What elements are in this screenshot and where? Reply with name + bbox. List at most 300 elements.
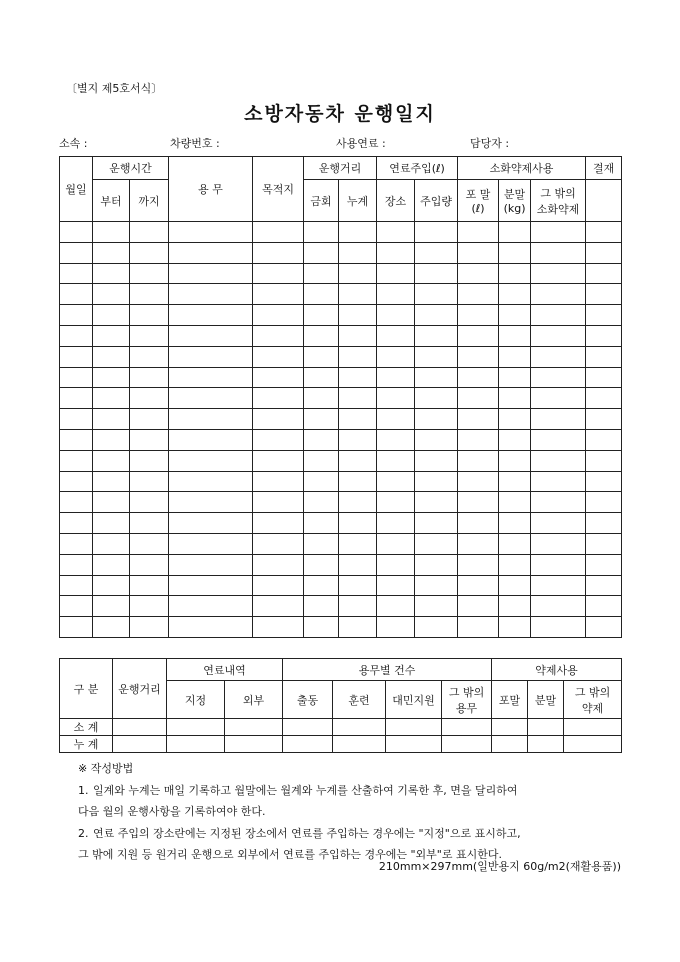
log-cell[interactable] xyxy=(130,409,169,430)
log-cell[interactable] xyxy=(130,513,169,534)
log-cell[interactable] xyxy=(93,325,130,346)
log-cell[interactable] xyxy=(60,242,93,263)
log-cell[interactable] xyxy=(339,617,377,638)
log-cell[interactable] xyxy=(531,263,586,284)
page-title: 소방자동차 운행일지 xyxy=(244,103,436,125)
log-cell[interactable] xyxy=(304,222,339,243)
summary-cell xyxy=(528,719,564,736)
log-cell[interactable] xyxy=(499,305,531,326)
log-cell[interactable] xyxy=(169,554,253,575)
log-cell[interactable] xyxy=(304,305,339,326)
log-cell[interactable] xyxy=(499,429,531,450)
log-cell[interactable] xyxy=(458,513,499,534)
log-cell[interactable] xyxy=(169,325,253,346)
summary-header-distance: 운행거리 xyxy=(113,659,167,719)
header-to: 까지 xyxy=(130,180,169,222)
log-cell[interactable] xyxy=(169,450,253,471)
log-cell[interactable] xyxy=(93,617,130,638)
log-cell[interactable] xyxy=(253,222,304,243)
log-cell[interactable] xyxy=(169,305,253,326)
log-cell[interactable] xyxy=(458,367,499,388)
log-cell[interactable] xyxy=(586,596,622,617)
log-cell[interactable] xyxy=(531,575,586,596)
header-purpose: 용 무 xyxy=(169,157,253,222)
log-cell[interactable] xyxy=(415,325,458,346)
log-cell[interactable] xyxy=(60,492,93,513)
log-cell[interactable] xyxy=(339,513,377,534)
log-cell[interactable] xyxy=(458,471,499,492)
log-cell[interactable] xyxy=(130,492,169,513)
log-cell[interactable] xyxy=(253,533,304,554)
log-cell[interactable] xyxy=(377,533,415,554)
log-row xyxy=(60,346,622,367)
log-cell[interactable] xyxy=(130,263,169,284)
log-cell[interactable] xyxy=(377,492,415,513)
log-cell[interactable] xyxy=(253,284,304,305)
log-cell[interactable] xyxy=(169,367,253,388)
fuel-type-label: 사용연료 : xyxy=(336,137,386,150)
log-cell[interactable] xyxy=(531,388,586,409)
log-cell[interactable] xyxy=(60,367,93,388)
log-cell[interactable] xyxy=(169,242,253,263)
log-cell[interactable] xyxy=(93,284,130,305)
log-cell[interactable] xyxy=(93,367,130,388)
log-cell[interactable] xyxy=(253,617,304,638)
log-cell[interactable] xyxy=(339,242,377,263)
log-cell[interactable] xyxy=(531,429,586,450)
log-cell[interactable] xyxy=(586,284,622,305)
log-cell[interactable] xyxy=(531,533,586,554)
log-cell[interactable] xyxy=(304,596,339,617)
log-cell[interactable] xyxy=(531,409,586,430)
log-cell[interactable] xyxy=(93,492,130,513)
log-cell[interactable] xyxy=(586,575,622,596)
log-cell[interactable] xyxy=(169,263,253,284)
log-cell[interactable] xyxy=(377,429,415,450)
log-cell[interactable] xyxy=(586,554,622,575)
log-cell[interactable] xyxy=(93,513,130,534)
summary-cell xyxy=(386,719,442,736)
log-cell[interactable] xyxy=(60,284,93,305)
log-cell[interactable] xyxy=(304,284,339,305)
log-cell[interactable] xyxy=(586,471,622,492)
log-cell[interactable] xyxy=(169,596,253,617)
log-cell[interactable] xyxy=(377,596,415,617)
log-cell[interactable] xyxy=(458,596,499,617)
summary-cell xyxy=(564,736,622,753)
log-cell[interactable] xyxy=(415,388,458,409)
log-cell[interactable] xyxy=(586,388,622,409)
log-cell[interactable] xyxy=(531,367,586,388)
summary-table xyxy=(59,658,622,753)
log-cell[interactable] xyxy=(339,367,377,388)
log-cell[interactable] xyxy=(586,346,622,367)
log-cell[interactable] xyxy=(415,617,458,638)
log-cell[interactable] xyxy=(60,554,93,575)
summary-cell xyxy=(333,736,386,753)
log-cell[interactable] xyxy=(304,367,339,388)
log-cell[interactable] xyxy=(499,263,531,284)
summary-cell xyxy=(564,719,622,736)
log-cell[interactable] xyxy=(377,325,415,346)
log-cell[interactable] xyxy=(377,242,415,263)
log-cell[interactable] xyxy=(60,429,93,450)
vehicle-number-label: 차량번호 : xyxy=(170,137,220,150)
log-cell[interactable] xyxy=(339,388,377,409)
log-cell[interactable] xyxy=(339,492,377,513)
log-cell[interactable] xyxy=(458,492,499,513)
log-cell[interactable] xyxy=(458,450,499,471)
log-cell[interactable] xyxy=(377,284,415,305)
log-cell[interactable] xyxy=(377,409,415,430)
log-cell[interactable] xyxy=(415,554,458,575)
log-cell[interactable] xyxy=(531,284,586,305)
log-cell[interactable] xyxy=(531,222,586,243)
log-cell[interactable] xyxy=(60,388,93,409)
log-cell[interactable] xyxy=(499,575,531,596)
log-cell[interactable] xyxy=(253,513,304,534)
log-cell[interactable] xyxy=(586,409,622,430)
log-cell[interactable] xyxy=(130,242,169,263)
log-cell[interactable] xyxy=(130,575,169,596)
log-cell[interactable] xyxy=(169,492,253,513)
log-cell[interactable] xyxy=(169,284,253,305)
log-cell[interactable] xyxy=(586,325,622,346)
log-cell[interactable] xyxy=(253,554,304,575)
log-cell[interactable] xyxy=(377,554,415,575)
log-cell[interactable] xyxy=(60,346,93,367)
log-cell[interactable] xyxy=(499,242,531,263)
log-cell[interactable] xyxy=(458,346,499,367)
log-cell[interactable] xyxy=(458,554,499,575)
log-cell[interactable] xyxy=(253,263,304,284)
log-cell[interactable] xyxy=(586,513,622,534)
log-body xyxy=(60,222,622,638)
log-cell[interactable] xyxy=(586,429,622,450)
log-cell[interactable] xyxy=(93,346,130,367)
log-cell[interactable] xyxy=(531,492,586,513)
log-cell[interactable] xyxy=(586,450,622,471)
note-1-number: 1. xyxy=(78,783,89,797)
log-cell[interactable] xyxy=(253,596,304,617)
log-cell[interactable] xyxy=(415,409,458,430)
log-cell[interactable] xyxy=(130,450,169,471)
log-cell[interactable] xyxy=(253,325,304,346)
log-cell[interactable] xyxy=(339,346,377,367)
log-cell[interactable] xyxy=(339,325,377,346)
log-cell[interactable] xyxy=(377,575,415,596)
log-cell[interactable] xyxy=(339,596,377,617)
log-cell[interactable] xyxy=(415,513,458,534)
log-cell[interactable] xyxy=(130,617,169,638)
writing-instructions xyxy=(78,758,623,866)
log-cell[interactable] xyxy=(499,450,531,471)
log-cell[interactable] xyxy=(586,305,622,326)
log-cell[interactable] xyxy=(377,513,415,534)
log-cell[interactable] xyxy=(377,617,415,638)
log-cell[interactable] xyxy=(499,533,531,554)
log-cell[interactable] xyxy=(499,617,531,638)
log-cell[interactable] xyxy=(415,367,458,388)
log-cell[interactable] xyxy=(60,263,93,284)
log-cell[interactable] xyxy=(531,554,586,575)
log-cell[interactable] xyxy=(499,471,531,492)
log-cell[interactable] xyxy=(60,533,93,554)
log-cell[interactable] xyxy=(93,554,130,575)
log-cell[interactable] xyxy=(130,554,169,575)
log-cell[interactable] xyxy=(169,222,253,243)
log-cell[interactable] xyxy=(130,346,169,367)
summary-cell xyxy=(113,719,167,736)
log-cell[interactable] xyxy=(415,263,458,284)
note-1-line2: 다음 월의 운행사항을 기록하여야 한다. xyxy=(78,805,266,818)
log-cell[interactable] xyxy=(377,346,415,367)
log-cell[interactable] xyxy=(304,409,339,430)
log-cell[interactable] xyxy=(377,471,415,492)
log-cell[interactable] xyxy=(458,575,499,596)
log-cell[interactable] xyxy=(304,429,339,450)
log-cell[interactable] xyxy=(93,596,130,617)
log-cell[interactable] xyxy=(304,554,339,575)
log-cell[interactable] xyxy=(499,284,531,305)
log-cell[interactable] xyxy=(458,388,499,409)
form-number-label: 〔별지 제5호서식〕 xyxy=(66,82,163,95)
log-cell[interactable] xyxy=(130,284,169,305)
log-cell[interactable] xyxy=(130,222,169,243)
log-cell[interactable] xyxy=(377,263,415,284)
header-approval-cell xyxy=(586,180,622,222)
log-cell[interactable] xyxy=(130,388,169,409)
log-cell[interactable] xyxy=(169,533,253,554)
note-1-line1: 일계와 누계는 매일 기록하고 월말에는 월계와 누계를 산출하여 기록한 후, 면을 달리하여 xyxy=(93,783,518,797)
log-cell[interactable] xyxy=(458,325,499,346)
log-cell[interactable] xyxy=(531,513,586,534)
summary-cell xyxy=(283,736,333,753)
log-cell[interactable] xyxy=(499,409,531,430)
log-cell[interactable] xyxy=(458,263,499,284)
log-cell[interactable] xyxy=(458,617,499,638)
log-cell[interactable] xyxy=(93,409,130,430)
log-row xyxy=(60,533,622,554)
log-cell[interactable] xyxy=(93,533,130,554)
log-cell[interactable] xyxy=(339,409,377,430)
log-cell[interactable] xyxy=(586,492,622,513)
log-cell[interactable] xyxy=(304,533,339,554)
log-cell[interactable] xyxy=(304,325,339,346)
log-cell[interactable] xyxy=(377,222,415,243)
note-2-number: 2. xyxy=(78,826,89,840)
log-cell[interactable] xyxy=(93,429,130,450)
log-cell[interactable] xyxy=(93,305,130,326)
log-cell[interactable] xyxy=(458,429,499,450)
log-cell[interactable] xyxy=(499,554,531,575)
log-cell[interactable] xyxy=(253,409,304,430)
log-cell[interactable] xyxy=(415,450,458,471)
log-row xyxy=(60,242,622,263)
log-row xyxy=(60,617,622,638)
log-cell[interactable] xyxy=(377,305,415,326)
header-fuel-injection: 연료주입(ℓ) xyxy=(377,157,458,180)
log-cell[interactable] xyxy=(499,325,531,346)
log-cell[interactable] xyxy=(253,242,304,263)
log-cell[interactable] xyxy=(415,429,458,450)
log-cell[interactable] xyxy=(377,388,415,409)
log-cell[interactable] xyxy=(304,242,339,263)
log-cell[interactable] xyxy=(499,222,531,243)
log-cell[interactable] xyxy=(415,346,458,367)
log-cell[interactable] xyxy=(531,325,586,346)
log-cell[interactable] xyxy=(169,388,253,409)
log-cell[interactable] xyxy=(253,575,304,596)
log-cell[interactable] xyxy=(60,575,93,596)
log-cell[interactable] xyxy=(304,617,339,638)
log-cell[interactable] xyxy=(458,409,499,430)
log-cell[interactable] xyxy=(253,346,304,367)
log-cell[interactable] xyxy=(339,450,377,471)
log-cell[interactable] xyxy=(499,492,531,513)
manager-label: 담당자 : xyxy=(470,137,510,150)
log-cell[interactable] xyxy=(415,575,458,596)
log-cell[interactable] xyxy=(531,346,586,367)
log-cell[interactable] xyxy=(60,596,93,617)
log-cell[interactable] xyxy=(499,367,531,388)
log-cell[interactable] xyxy=(253,471,304,492)
log-cell[interactable] xyxy=(339,263,377,284)
log-cell[interactable] xyxy=(499,513,531,534)
log-cell[interactable] xyxy=(93,388,130,409)
log-cell[interactable] xyxy=(130,367,169,388)
log-cell[interactable] xyxy=(60,222,93,243)
log-cell[interactable] xyxy=(253,305,304,326)
log-row xyxy=(60,596,622,617)
log-cell[interactable] xyxy=(339,471,377,492)
log-cell[interactable] xyxy=(415,471,458,492)
log-cell[interactable] xyxy=(130,533,169,554)
log-cell[interactable] xyxy=(169,471,253,492)
log-cell[interactable] xyxy=(377,367,415,388)
log-cell[interactable] xyxy=(415,596,458,617)
log-cell[interactable] xyxy=(93,575,130,596)
log-cell[interactable] xyxy=(169,617,253,638)
log-cell[interactable] xyxy=(586,263,622,284)
log-cell[interactable] xyxy=(93,471,130,492)
log-cell[interactable] xyxy=(93,450,130,471)
log-cell[interactable] xyxy=(586,222,622,243)
log-cell[interactable] xyxy=(499,346,531,367)
log-cell[interactable] xyxy=(60,305,93,326)
log-cell[interactable] xyxy=(377,450,415,471)
log-cell[interactable] xyxy=(130,325,169,346)
log-cell[interactable] xyxy=(60,409,93,430)
header-this-time: 금회 xyxy=(304,180,339,222)
log-cell[interactable] xyxy=(130,305,169,326)
header-powder-label: 분말 xyxy=(503,188,526,201)
log-cell[interactable] xyxy=(169,346,253,367)
log-cell[interactable] xyxy=(93,263,130,284)
log-cell[interactable] xyxy=(586,242,622,263)
log-row xyxy=(60,450,622,471)
log-cell[interactable] xyxy=(415,305,458,326)
log-cell[interactable] xyxy=(458,533,499,554)
log-cell[interactable] xyxy=(499,388,531,409)
log-cell[interactable] xyxy=(586,533,622,554)
log-cell[interactable] xyxy=(531,596,586,617)
log-cell[interactable] xyxy=(169,575,253,596)
log-cell[interactable] xyxy=(130,429,169,450)
log-cell[interactable] xyxy=(253,429,304,450)
log-cell[interactable] xyxy=(253,492,304,513)
log-cell[interactable] xyxy=(415,492,458,513)
log-cell[interactable] xyxy=(253,388,304,409)
log-cell[interactable] xyxy=(93,242,130,263)
log-cell[interactable] xyxy=(458,242,499,263)
log-cell[interactable] xyxy=(169,513,253,534)
log-cell[interactable] xyxy=(304,346,339,367)
log-cell[interactable] xyxy=(304,492,339,513)
log-cell[interactable] xyxy=(60,513,93,534)
log-cell[interactable] xyxy=(130,471,169,492)
log-cell[interactable] xyxy=(458,305,499,326)
log-cell[interactable] xyxy=(586,367,622,388)
log-cell[interactable] xyxy=(339,533,377,554)
log-cell[interactable] xyxy=(304,471,339,492)
log-cell[interactable] xyxy=(253,367,304,388)
summary-cell xyxy=(442,719,492,736)
log-cell[interactable] xyxy=(60,450,93,471)
log-cell[interactable] xyxy=(531,617,586,638)
log-cell[interactable] xyxy=(339,575,377,596)
log-cell[interactable] xyxy=(531,450,586,471)
log-cell[interactable] xyxy=(304,575,339,596)
summary-label-subtotal: 소 계 xyxy=(60,719,113,736)
log-cell[interactable] xyxy=(415,222,458,243)
header-cumulative: 누계 xyxy=(339,180,377,222)
log-cell[interactable] xyxy=(304,450,339,471)
log-cell[interactable] xyxy=(93,222,130,243)
log-cell[interactable] xyxy=(531,305,586,326)
log-cell[interactable] xyxy=(339,222,377,243)
log-cell[interactable] xyxy=(415,242,458,263)
log-cell[interactable] xyxy=(304,263,339,284)
log-cell[interactable] xyxy=(60,471,93,492)
log-cell[interactable] xyxy=(339,554,377,575)
header-powder xyxy=(499,180,531,222)
log-cell[interactable] xyxy=(586,617,622,638)
log-cell[interactable] xyxy=(60,325,93,346)
log-cell[interactable] xyxy=(304,513,339,534)
log-cell[interactable] xyxy=(415,284,458,305)
header-month-day: 월일 xyxy=(60,157,93,222)
log-cell[interactable] xyxy=(531,242,586,263)
log-cell[interactable] xyxy=(531,471,586,492)
log-row xyxy=(60,388,622,409)
summary-cell xyxy=(386,736,442,753)
log-cell[interactable] xyxy=(499,596,531,617)
log-cell[interactable] xyxy=(60,617,93,638)
log-cell[interactable] xyxy=(169,429,253,450)
log-cell[interactable] xyxy=(458,284,499,305)
log-cell[interactable] xyxy=(458,222,499,243)
log-cell[interactable] xyxy=(339,284,377,305)
summary-cell xyxy=(333,719,386,736)
log-cell[interactable] xyxy=(130,596,169,617)
log-cell[interactable] xyxy=(339,429,377,450)
log-cell[interactable] xyxy=(304,388,339,409)
log-cell[interactable] xyxy=(339,305,377,326)
log-cell[interactable] xyxy=(169,409,253,430)
log-cell[interactable] xyxy=(253,450,304,471)
log-cell[interactable] xyxy=(415,533,458,554)
